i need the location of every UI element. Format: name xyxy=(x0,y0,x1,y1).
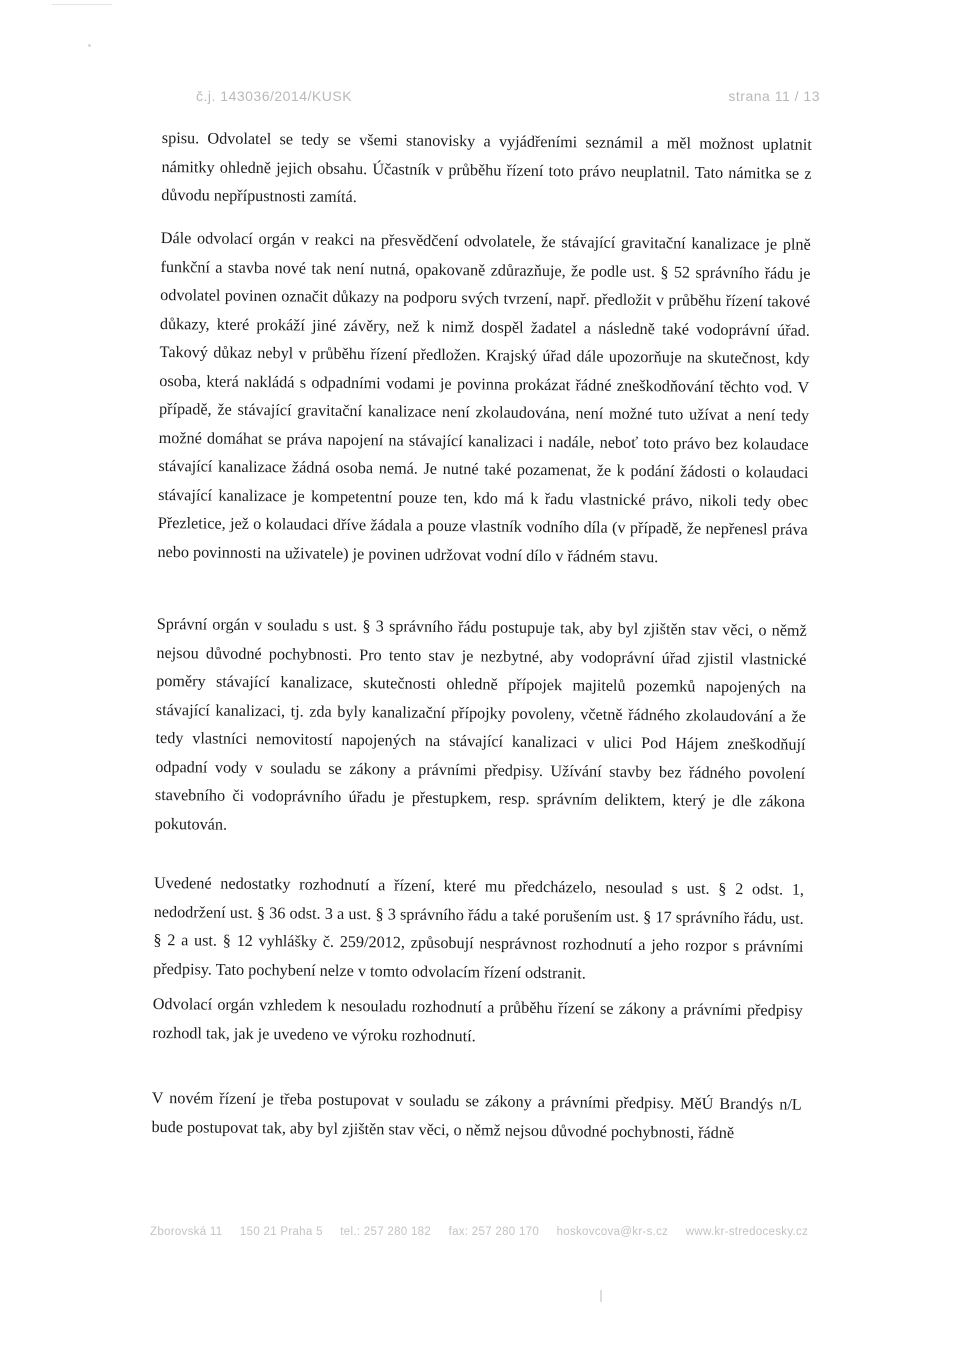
paragraph: V novém řízení je třeba postupovat v souladu se zákony a právními předpisy. MěÚ Brandýs n/L bude postupovat tak, aby byl zjištěn stav věci, o němž nejsou důvodné pochybnosti, řádně xyxy=(151,1088,802,1142)
footer-phone: tel.: 257 280 182 xyxy=(340,1226,432,1238)
paragraph: Dále odvolací orgán v reakci na přesvědčení odvolatele, že stávající gravitační kanalizace je plně funkční a stavba nové tak není nutná, opakovaně zdůrazňuje, že podle ust. § 52 správního řádu je odvolatel povinen označit důkazy na podporu svých tvrzení, např. předložit v průběhu řízení takové důkazy, které prokáží jiné závěry, než k nimž dospěl žadatel a následně také vodoprávní úřad. Takový důkaz nebyl v průběhu řízení předložen. Krajský úřad dále upozorňuje na skutečnost, kdy osoba, která nakládá s odpadními vodami je povinna prokázat řádné zneškodňování těchto vod. V případě, že stávající gravitační kanalizace není zkolaudována, není možné tuto užívat a není tedy možné domáhat se práva napojení na stávající kanalizaci i nadále, neboť toto právo bez kolaudace stávající kanalizace žádná osoba nemá. Je nutné také pozamenat, že k podání žádosti o kolaudaci stávající kanalizace je kompetentní pouze ten, kdo má k řadu vlastnické právo, nikoli tedy obec Přezletice, jež o kolaudaci dříve žádala a pouze vlastník vodního díla (v případě, že nepřenesl práva nebo povinnosti na uživatele) je povinen udržovat vodní dílo v řádném stavu. xyxy=(157,228,811,566)
document-reference: č.j. 143036/2014/KUSK xyxy=(196,88,353,104)
page-number: strana 11 / 13 xyxy=(728,88,820,104)
scan-speck xyxy=(88,44,91,47)
paragraph: spisu. Odvolatel se tedy se všemi stanovisky a vyjádřeními seznámil a měl možnost uplatnit námitky ohledně jejich obsahu. Účastník v průběhu řízení toto právo neuplatnil. Tato námitka se z důvodu nepřípustnosti zamítá. xyxy=(161,128,812,207)
scan-speck xyxy=(600,1290,602,1302)
footer-fax: fax: 257 280 170 xyxy=(448,1226,540,1238)
page-footer xyxy=(150,1226,810,1238)
paragraph: Správní orgán v souladu s ust. § 3 správního řádu postupuje tak, aby byl zjištěn stav věci, o němž nejsou důvodné pochybnosti. Pro tento stav je nezbytné, aby vodoprávní úřad zjistil vlastnické poměry stávající kanalizace, skutečnosti ohledně přípojek majitelů pozemků napojených na stávající kanalizaci, tj. zda byly kanalizační přípojky povoleny, včetně řádného zkolaudování a že tedy vlastníci nemovitostí napojených na stávající kanalizaci v ulici Pod Hájem zneškodňují odpadní vody v souladu se zákony a právními předpisy. Užívání stavby bez řádného povolení stavebního či vodoprávního úřadu je přestupkem, resp. správním deliktem, který je dle zákona pokutován. xyxy=(154,614,807,834)
paragraph: Odvolací orgán vzhledem k nesouladu rozhodnutí a průběhu řízení se zákony a právními předpisy rozhodl tak, jak je uvedeno ve výroku rozhodnutí. xyxy=(152,994,803,1045)
footer-email: hoskovcova@kr-s.cz xyxy=(556,1226,669,1238)
scan-speck xyxy=(52,4,112,5)
footer-web: www.kr-stredocesky.cz xyxy=(685,1226,809,1238)
paragraph: Uvedené nedostatky rozhodnutí a řízení, které mu předcházelo, nesoulad s ust. § 2 odst. 1, nedodržení ust. § 36 odst. 3 a ust. § 3 správního řádu a také porušením ust. § 17 správního řádu, ust. § 2 a ust. § 12 vyhlášky č. 259/2012, způsobují nesprávnost rozhodnutí a jeho rozpor s právními předpisy. Tato pochybení nelze v tomto odvolacím řízení odstranit. xyxy=(153,873,805,982)
document-body xyxy=(151,124,812,1142)
footer-address: Zborovská 11 xyxy=(150,1226,223,1238)
footer-postal: 150 21 Praha 5 xyxy=(239,1226,323,1238)
